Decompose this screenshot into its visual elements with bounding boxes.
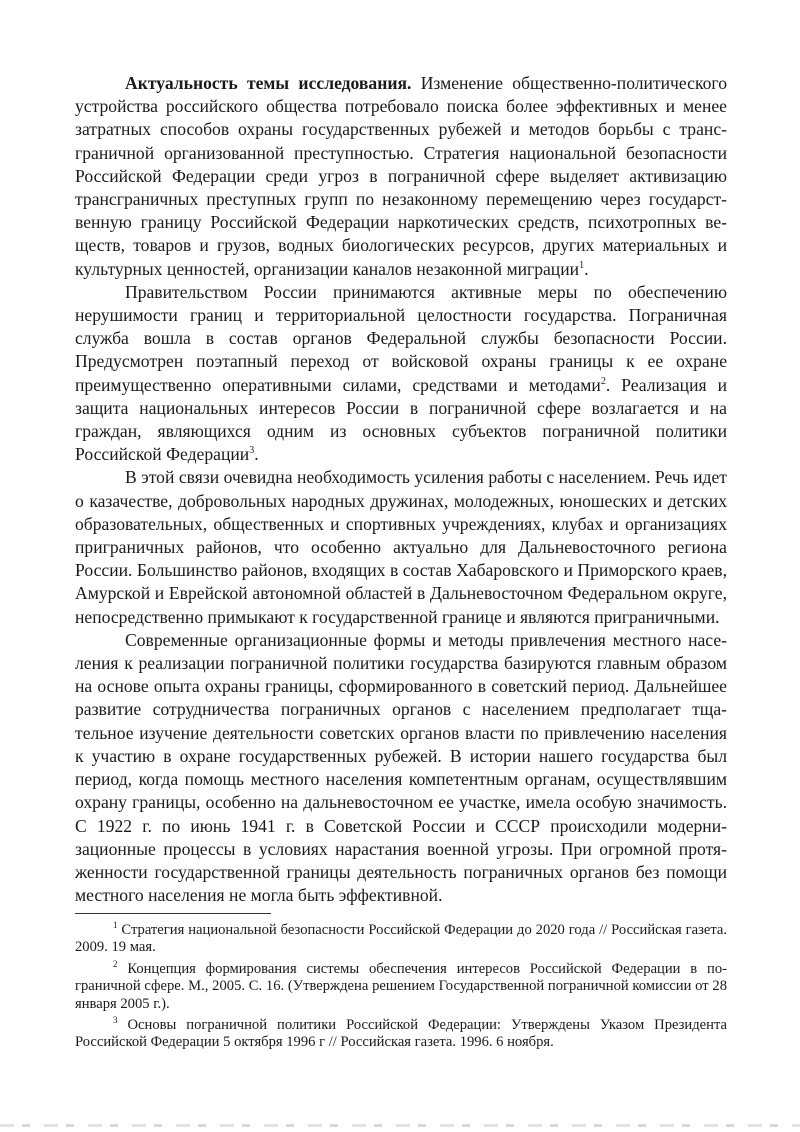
paragraph-text: В этой связи очевидна необходимость усиления работы с населением. Речь идет о казачестве, добровольных народных дружинах, молодежных, юношеских и детских образовательных, общественных и спортивных учреждениях, клубах и организациях приграничных районов, что особенно актуально для Дальневосточного региона России. Большинство районов, входящих в состав Хабаровского и Приморского краев, Амурской и Еврейской автономной областей в Дальневосточном Федеральном округе, непосредственно примыкают к государственной границе и являются приграничными. — [75, 467, 727, 627]
paragraph-text: Современные организационные формы и методы привлечения местного населения к реализации пограничной политики государства базируются главным образом на основе опыта охраны границы, сформированного в советский период. Дальнейшее развитие сотрудничества пограничных органов с населением предполагает тщательное изучение деятельности советских органов власти по привлечению населения к участию в охране государственных рубежей. В истории нашего государства был период, когда помощь местного населения компетентным органам, осуществлявшим охрану границы, особенно на дальневосточном ее участке, имела особую значимость. С 1922 г. по июнь 1941 г. в Советской России и СССР происходили модернизационные процессы в условиях нарастания военной угрозы. При огромной протяженности государственной границы деятельность пограничных органов без помощи местного населения не могла быть эффективной. — [75, 629, 727, 906]
footnote-ref-3[interactable]: 3 — [249, 445, 255, 457]
main-text — [75, 72, 727, 907]
footnote-text: Концепция формирования системы обеспечения интересов Российской Федерации в пограничной сфере. М., 2005. С. 16. (Утверждена решением Государственной пограничной комиссии от 28 января 2005 г.). — [75, 960, 727, 1012]
paragraph-text: Правительством России принимаются активные меры по обеспечению нерушимости границ и территориальной целостности государства. Пограничная служба вошла в состав органов Федеральной службы безопасности России. Предусмотрен поэтапный переход от войсковой охраны границы к ее охране преимущественно оперативными силами, средствами и методами — [75, 281, 727, 395]
section-lead-heading: Актуальность темы исследования. — [125, 73, 412, 93]
footnote-ref-1[interactable]: 1 — [579, 259, 585, 271]
footnote-number: 3 — [113, 1015, 118, 1026]
paragraph-tail: . — [584, 258, 589, 279]
footnote-number: 1 — [113, 920, 118, 931]
footnote-number: 2 — [113, 958, 118, 969]
footnote-ref-2[interactable]: 2 — [600, 375, 606, 387]
scan-edge-artifact — [0, 1124, 800, 1127]
footnote-text: Основы пограничной политики Российской Федерации: Утверждены Указом Президента Российской Федерации 5 октября 1996 г // Российская газета. 1996. 6 ноября. — [75, 1017, 727, 1051]
paragraph-organizational-forms — [75, 629, 727, 907]
paragraph-government-measures — [75, 281, 727, 467]
footnote-2 — [75, 958, 727, 1013]
footnote-1 — [75, 922, 727, 957]
footnote-3 — [75, 1017, 727, 1052]
paragraph-relevance — [75, 72, 727, 281]
paragraph-population-work — [75, 466, 727, 628]
paragraph-text: Изменение общественно-политического устройства российского общества потребовало поиска более эффективных и менее затратных способов охраны государственных рубежей и методов борьбы с трансграничной организованной преступностью. Стратегия национальной безопасности Российской Федерации среди угроз в пограничной сфере выделяет активизацию трансграничных преступных групп по незаконному перемещению через государственную границу Российской Федерации наркотических средств, психотропных веществ, товаров и грузов, водных биологических ресурсов, других материальных и культурных ценностей, организации каналов незаконной миграции — [75, 73, 727, 279]
footnote-separator — [75, 913, 271, 914]
paragraph-text: . Реализация и защита национальных интересов России в пограничной сфере возлагается и на граждан, являющихся одним из основных субъектов пограничной политики Российской Федерации — [75, 374, 728, 465]
footnotes-section — [75, 913, 727, 1056]
paragraph-tail: . — [254, 444, 259, 465]
footnote-text: Стратегия национальной безопасности Российской Федерации до 2020 года // Российская газета. 2009. 19 мая. — [75, 922, 727, 956]
